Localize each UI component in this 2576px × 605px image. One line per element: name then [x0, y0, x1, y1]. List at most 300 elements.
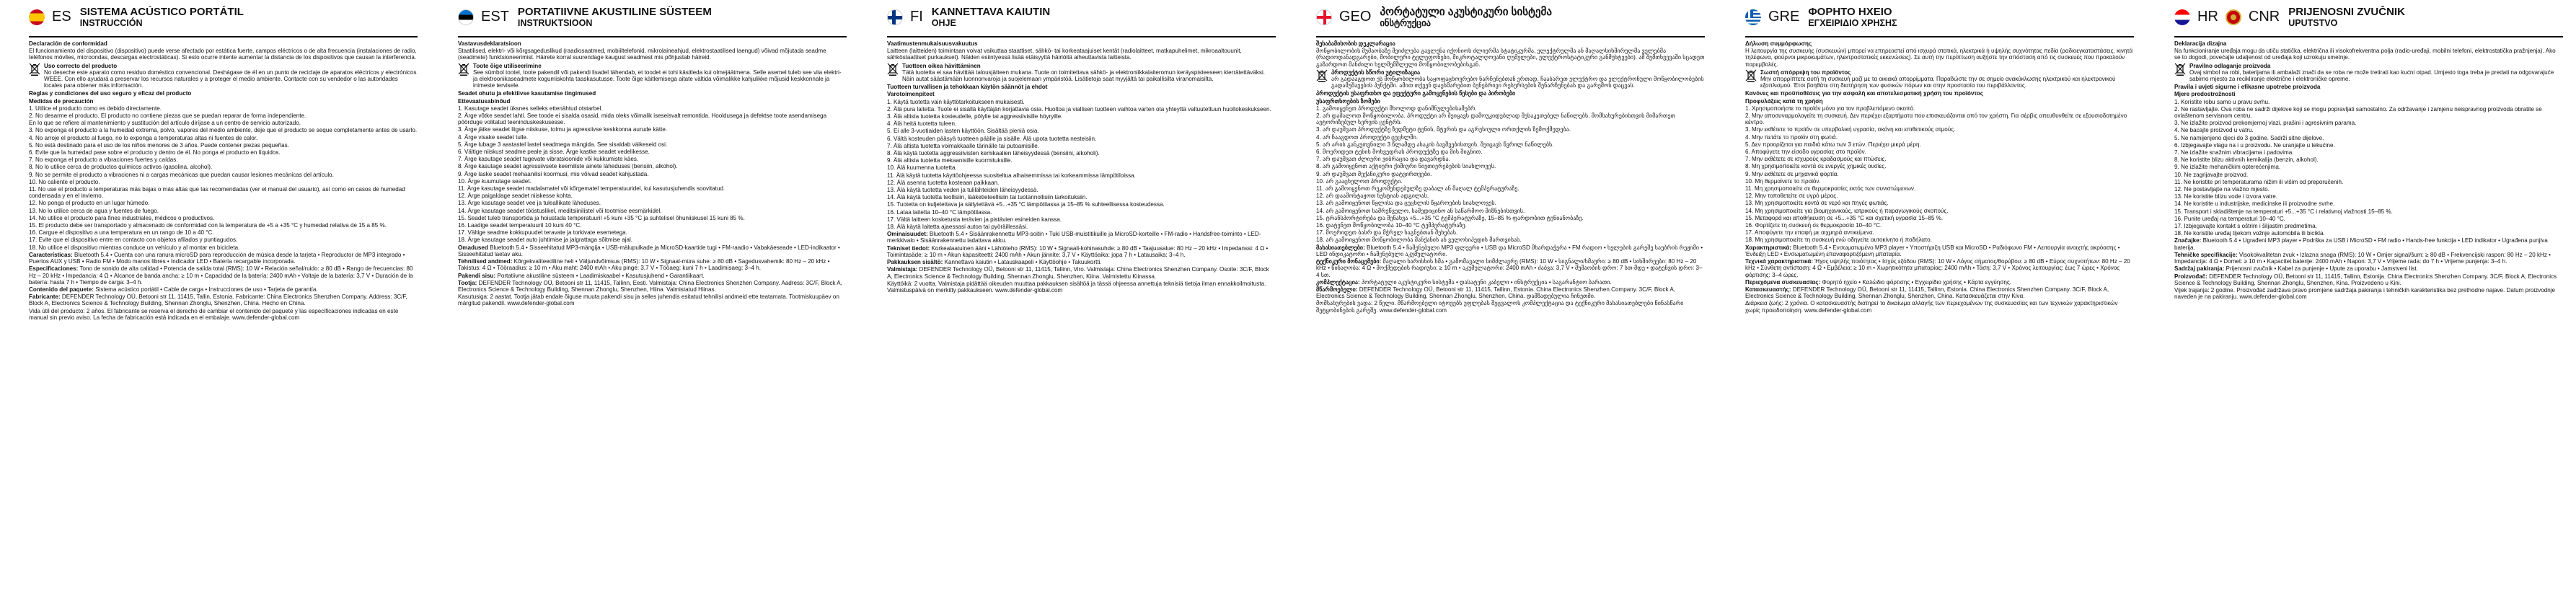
rule-item: 17. მოერიდეთ ბასრ და მჭრელ საგნებთან შეხებას. [1316, 229, 1458, 237]
manufacturer-label: Fabricante: [29, 293, 61, 301]
section-heading: Varotoimenpiteet [887, 91, 935, 98]
rule-item: 7. No exponga el producto a vibraciones fuertes y caídas. [29, 156, 178, 164]
section-heading: Προφυλάξεις κατά τη χρήση [1745, 97, 1823, 105]
rule-item: 15. Transport i skladištenje na temperaturi +5...+35 °C i relativnoj vlažnosti 15–85 %. [2174, 208, 2393, 215]
rule-item: 9. Ärge laske seadet mehaanilisi koormusi, mis võivad seadet kahjustada. [458, 170, 649, 177]
recycling-text-block [44, 63, 418, 89]
rule-item: 15. Μεταφορά και αποθήκευση σε +5...+35 °C και σχετική υγρασία 15–85 %. [1745, 214, 1944, 221]
rule-item: 3. Ne izlažite proizvod prekomjernoj vlazi, prašini i agresivnim parama. [2174, 120, 2357, 127]
rule-item: 9. Ne izlažite mehaničkim opterećenjima. [2174, 164, 2281, 171]
manufacturer-label: Proizvođač: [2174, 273, 2207, 280]
manufacturer-text: DEFENDER Technology OÜ, Betooni str 11, 11415, Tallin, Estonia. Fabricante: China Electronics Shenzhen Company. Address: 3C/F, Block A, Electronics Science & Technology Building, Shennan Zhonglu, Shenzhen, China. Hecho en China. [29, 293, 407, 307]
section-heading: პროდუქტის უსაფრთხო და ეფექტური გამოყენების წესები და პირობები [1316, 90, 1516, 97]
rule-item: 12. Μην τοποθετείτε σε υγρό μέρος. [1745, 193, 1838, 200]
package-paragraph [887, 259, 1276, 265]
rule-item: 1. Käytä tuotetta vain käyttötarkoitukseen mukaisesti. [887, 98, 1025, 105]
rule-item: 12. არ დაამონტაჟოთ ნესტიან ადგილას. [1316, 193, 1429, 200]
manufacturer-text: DEFENDER Technology OÜ, Betooni str 11, 11415, Tallinn, Estonija. China Electronics Shenzhen Company. 3C/F, Block A, Electronics Science & Technology Building, Shennan Zhonglu, Shenzhen, Kina. Proizvedeno u Kini. [2174, 273, 2557, 286]
language-column-gre [1716, 6, 2145, 605]
features-paragraph [887, 231, 1276, 244]
specs-text: Ήχος υψηλής ποιότητας • Ισχύς εξόδου (RMS): 10 W • Λόγος σήματος/θορύβου: ≥ 80 dB • Εύρος συχνοτήτων: 80 Hz – 20 kHz • Σύνθετη αντίσταση: 4 Ω • Εμβέλεια: ≥ 10 m • Χωρητικότητα μπαταρίας: 2400 mAh • Τάση: 3,7 V • Χρόνος λειτουργίας: έως 7 ώρες • Χρόνος φόρτισης: 3–4 ώρες. [1745, 258, 2130, 278]
rule-item: 12. Ärge paigaldage seadet niiskesse kohta. [458, 193, 573, 200]
section-heading: Seadet ohutu ja efektiivse kasutamise tingimused [458, 90, 596, 97]
rule-item: 2. Ärge võtke seadet lahti. See toode ei sisalda osasid, mida oleks võimalik iseseisvalt remontida. Hooldusega ja defektse toote asendamisega pöörduge volitatud teeninduskeskusesse. [458, 112, 827, 126]
manufacturer-paragraph [2174, 273, 2563, 286]
column-subtitle: OHJE [931, 18, 956, 28]
specs-text: Kõrgekvaliteediline heli • Väljundvõimsus (RMS): 10 W • Signaal-müra suhe: ≥ 80 dB • Sagedusvahemik: 80 Hz – 20 kHz • Takistus: 4 Ω • Tööraadius: ≥ 10 m • Aku maht: 2400 mAh • Aku pinge: 3,7 V • Tööaeg: kuni 7 h • Laadimisaeg: 3–4 h. [458, 258, 830, 272]
rule-item: 18. Älä käytä laitetta ajaessasi autoa tai pyöräillessäsi. [887, 224, 1028, 231]
flag-group [29, 9, 73, 25]
rule-item: 6. Izbjegavajte vlagu na i u proizvodu. Ne uranjajte u tekućine. [2174, 141, 2335, 149]
column-title-block [932, 6, 1050, 29]
flag-icon [2174, 9, 2190, 25]
section-heading: Vaatimustenmukaisuusvakuutus [887, 40, 978, 47]
specs-label: ტექნიკური მონაცემები: [1316, 258, 1382, 265]
flag-icon [887, 9, 903, 25]
rule-item: 3. Μην εκθέτετε το προϊόν σε υπερβολική υγρασία, σκόνη και επιθετικούς ατμούς. [1745, 126, 1956, 133]
rule-item: 14. No utilice el producto para fines industriales, médicos o productivos. [29, 214, 215, 221]
rule-item: 6. Evite que la humedad pase sobre el producto y dentro de él. No ponga el producto en líquidos. [29, 149, 281, 156]
rule-item: 13. Älä käytä tuotetta veden ja tulilähteiden läheisyydessä. [887, 187, 1038, 194]
rule-item: 7. Älä altista tuotetta voimakkaalle tärinälle tai putoamisille. [887, 142, 1039, 149]
package-text: პორტატული აკუსტიკური სისტემა • დასატენი კაბელი • ინსტრუქცია • საგარანტიო ბარათი. [1361, 278, 1612, 286]
rule-item: 13. Ne koristite blizu vode i izvora vatre. [2174, 193, 2278, 200]
rule-item: 16. Punite uređaj na temperaturi 10–40 °C. [2174, 215, 2285, 222]
section-heading: Κανόνες και προϋποθέσεις για την ασφαλή και αποτελεσματική χρήση του προϊόντος [1745, 90, 1983, 97]
recycling-heading: პროდუქტის სწორი უტილიზაცია [1331, 69, 1421, 76]
section-heading: Declaración de conformidad [29, 40, 107, 47]
rule-item: 8. Ne koristite blizu aktivnih kemikalija (benzin, alkohol). [2174, 156, 2319, 164]
conformity-text: Staatilised, elektri- või kõrgsageduslikud (raadiosaatmed, mobiiltelefonid, mikrolaineahjud, elektrostaatilised laengud) võivad mõjutada seadme (seadmete) funktsioneerimist. Häirete korral suurendage kaugust seadmest mis põhjustab häireid. [458, 48, 826, 61]
rule-item: 8. არ გამოიყენოთ აქტიური ქიმიური ნივთიერებების სიახლოვეს. [1316, 163, 1496, 170]
column-title-block [1380, 6, 1552, 29]
column-subtitle: INSTRUCCIÓN [79, 18, 143, 28]
rule-item: 14. Μη χρησιμοποιείτε για βιομηχανικούς, ιατρικούς ή παραγωγικούς σκοπούς. [1745, 207, 1949, 214]
rule-item: 18. Μη χρησιμοποιείτε τη συσκευή ενώ οδηγείτε αυτοκίνητο ή ποδήλατο. [1745, 237, 1932, 244]
recycling-notice [29, 63, 418, 89]
service-life-text: მომსახურების ვადა: 2 წელი. მწარმოებელი იტოვებს უფლებას შეცვალოს კომპლექტაცია და ტექნიკური მახასიათებლები წინასწარი შეტყობინების გარეშე. www.defender-global.com [1316, 300, 1684, 314]
package-label: Pakendi sisu: [458, 272, 496, 279]
rule-item: 6. Αποφύγετε την είσοδο υγρασίας στο προϊόν. [1745, 149, 1866, 156]
rule-item: 3. არ დაუშვათ პროდუქტზე ზედმეტი ტენის, მტვრის და აგრესიული ორთქლის ზემოქმედება. [1316, 126, 1571, 133]
section-heading: უსაფრთხოების ზომები [1316, 97, 1380, 105]
flag-icon [458, 9, 474, 25]
specs-text: Tono de sonido de alta calidad • Potencia de salida total (RMS): 10 W • Relación señal/ruido: ≥ 80 dB • Rango de frecuencias: 80 Hz – 20 kHz • Impedancia: 4 Ω • Alcance de banda ancha: ≥ 10 m • Capacidad de la batería: 2400 mAh • Voltaje de la batería: 3,7 V • Duración de la batería: hasta 7 h • Tiempo de carga: 3–4 h. [29, 265, 413, 286]
recycling-heading: Toote õige utiliseerimine [473, 62, 542, 69]
specs-paragraph [458, 258, 847, 271]
rule-item: 4. Μην πετάτε το προϊόν στη φωτιά. [1745, 133, 1838, 141]
section-heading: Tuotteen turvallisen ja tehokkaan käytön säännöt ja ehdot [887, 84, 1048, 91]
rule-item: 7. Ärge kasutage seadet tugevate vibratsioonide või kukkumiste käes. [458, 156, 639, 163]
specs-paragraph [887, 245, 1276, 258]
recycling-text: არ გადააგდოთ ეს მოწყობილობა საყოფაცხოვრებო ნარჩენებთან ერთად. ჩააბარეთ ელექტრო და ელექტრონული მოწყობილობების გადამუშავების პუნქტში. ამით თქვენ დაეხმარებით ბუნებრივი რესურსების შენარჩუნებას და გარემოს დაცვას. [1331, 76, 1704, 89]
column-title: პორტატული აკუსტიკური სისტემა [1380, 6, 1552, 18]
column-body [458, 40, 847, 307]
recycling-text: See sümbol tootel, toote pakendil või pakendi lisadel tähendab, et toodet ei tohi käsitleda kui olmejäätmena. Selle asemel tuleb see viia elektri- ja elektroonikaseadmete kogumiskohta taaskasutusse. Toote õige käitlemisega aitate vältida võimalikke kahjulikke mõjusid keskkonnale ja inimeste tervisele. [473, 69, 842, 89]
specs-label: Τεχνικά χαρακτηριστικά: [1745, 258, 1814, 265]
rules-list [458, 105, 847, 244]
recycling-text: Tätä tuotetta ei saa hävittää talousjätteen mukana. Tuote on toimitettava sähkö- ja elektroniikkalaiteromun keräyspisteeseen kierrätettäväksi. Näin autat säästämään luonnonvaroja ja suojelemaan ympäristöä. Lisätietoja saat myyjältä tai paikallisilta viranomaisilta. [902, 69, 1265, 83]
rule-item: 11. Ne koristite pri temperaturama nižim ili višim od preporučenih. [2174, 178, 2344, 185]
rule-item: 1. Χρησιμοποιήστε το προϊόν μόνο για τον προβλεπόμενο σκοπό. [1745, 105, 1915, 112]
rule-item: 4. Älä heitä tuotetta tuleen. [887, 120, 957, 128]
rule-item: 10. Ne zagrijavajte proizvod. [2174, 171, 2249, 178]
recycling-heading: Tuotteen oikea hävittäminen [902, 62, 981, 69]
recycling-notice [1316, 69, 1705, 89]
crossed-bin-icon [458, 63, 469, 76]
flag-group [2174, 9, 2281, 25]
rule-item: 17. Αποφύγετε την επαφή με αιχμηρά αντικείμενα. [1745, 229, 1874, 237]
rule-item: 16. დატენეთ მოწყობილობა 10–40 °C ტემპერატურაზე. [1316, 222, 1467, 229]
rule-item: 17. Evite que el dispositivo entre en contacto con objetos afilados y puntiagudos. [29, 237, 238, 244]
manufacturer-text: DEFENDER Technology OÜ, Betooni str 11, 11415, Tallinn, Estonia. China Electronics Shenzhen Company. 3C/F, Block A, Electronics Science & Technology Building, Shennan Zhonglu, Shenzhen, China. დამზადებულია ჩინეთში. [1316, 286, 1676, 300]
manufacturer-text: DEFENDER Technology OÜ, Betooni str 11, 11415, Tallinn, Eesti. Valmistaja: China Electronics Shenzhen Company. Aadress: 3C/F, Block A, Electronics Science & Technology Building, Shennan Zhonglu, Shenzhen, Hiina. Valmistatud Hiinas. [458, 279, 842, 293]
column-header [458, 6, 847, 35]
package-paragraph [2174, 265, 2563, 272]
features-paragraph [1745, 244, 2134, 257]
rule-item: 13. No lo utilice cerca de agua y fuentes de fuego. [29, 207, 159, 214]
rule-item: 8. Älä käytä tuotetta aggressiivisten kemikaalien läheisyydessä (bensiini, alkoholi). [887, 150, 1100, 157]
rule-item: 16. Cargue el dispositivo a una temperatura en un rango de 10 a 40 °C. [29, 229, 214, 237]
package-label: Pakkauksen sisältö: [887, 259, 943, 266]
recycling-heading: Pravilno odlaganje proizvoda [2189, 62, 2271, 69]
rule-item: 7. Μην εκθέτετε σε ισχυρούς κραδασμούς και πτώσεις. [1745, 156, 1887, 163]
column-body [887, 40, 1276, 293]
conformity-text: Η λειτουργία της συσκευής (συσκευών) μπορεί να επηρεαστεί από ισχυρά στατικά, ηλεκτρικά ή υψηλής συχνότητας πεδία (ραδιοεγκαταστάσεις, κινητά τηλέφωνα, φούρνοι μικροκυμάτων, ηλεκτροστατικές εκκενώσεις). Σε αυτή την περίπτωση αυξήστε την απόσταση από τις συσκευές που προκαλούν παρεμβολές. [1745, 48, 2133, 68]
rule-item: 16. Laadige seadet temperatuuril 10 kuni 40 °C. [458, 222, 582, 229]
rule-item: 6. მოერიდეთ ტენის მოხვედრას პროდუქტზე და მის შიგნით. [1316, 149, 1483, 156]
column-title-block [80, 6, 244, 29]
rule-item: 15. El producto debe ser transportado y almacenado de conformidad con la temperatura de +5 a +35 °C y humedad relativa de 15 a 85 %. [29, 222, 387, 229]
package-label: Περιεχόμενα συσκευασίας: [1745, 278, 1821, 286]
rule-item: 12. Ne postavljajte na vlažno mjesto. [2174, 186, 2270, 193]
manufacturer-paragraph [1745, 286, 2134, 299]
package-label: კომპლექტაცია: [1316, 278, 1360, 286]
recycling-text-block [902, 63, 1276, 83]
features-text: Bluetooth 5.4 • Cuenta con una ranura microSD para reproducción de música desde la tarjeta • Reproductor de MP3 integrado • Puertos AUX y USB • Radio FM • Modo manos libres • Indicador LED • Batería recargable incorporada. [29, 251, 405, 265]
rule-item: 11. Μη χρησιμοποιείτε σε θερμοκρασίες εκτός των συνιστώμενων. [1745, 185, 1916, 193]
specs-text: Korkealaatuinen ääni • Lähtöteho (RMS): 10 W • Signaali-kohinasuhde: ≥ 80 dB • Taajuusalue: 80 Hz – 20 kHz • Impedanssi: 4 Ω • Toimintasäde: ≥ 10 m • Akun kapasiteetti: 2400 mAh • Akun jännite: 3,7 V • Käyttöaika: jopa 7 h • Latausaika: 3–4 h. [887, 244, 1269, 258]
rule-item: 9. არ დაუშვათ მექანიკური დატვირთვები. [1316, 170, 1432, 177]
column-header [2174, 6, 2563, 35]
section-heading: Medidas de precaución [29, 97, 94, 105]
rule-item: 2. Μην αποσυναρμολογείτε τη συσκευή. Δεν περιέχει εξαρτήματα που επισκευάζονται από τον χρήστη. Για σέρβις απευθυνθείτε σε εξουσιοδοτημένο κέντρο. [1745, 112, 2127, 126]
flag-icon [29, 9, 45, 25]
manufacturer-label: Valmistaja: [887, 266, 918, 273]
conformity-text: El funcionamiento del dispositivo (dispositivo) puede verse afectado por estática fuerte, campos eléctricos o de alta frecuencia (instalaciones de radio, teléfonos móviles, microondas, descargas electrostáticas). Si esto ocurre intente aumentar la distancia de los dispositivos que causan la interferencia. [29, 48, 417, 61]
manufacturer-paragraph [458, 280, 847, 293]
column-title-block [1808, 6, 1897, 29]
conformity-text: მოწყობილობის მუშაობაზე შეიძლება გავლენა იქონიოს ძლიერმა სტატიკურმა, ელექტრულმა ან მაღალსიხშირულმა ველებმა (რადიოდანადგარები, მობილური ტელეფონები, მიკროტალღოვანი ღუმელები, ელექტროსტატიკური განმუხტვები). ამ შემთხვევაში სცადეთ გაზარდოთ მანძილი ხელშემშლელი მოწყობილობებისგან. [1316, 48, 1705, 68]
column-body [29, 40, 418, 321]
specs-paragraph [1745, 258, 2134, 278]
column-title: PRIJENOSNI ZVUČNIK [2288, 6, 2405, 18]
manufacturer-label: მწარმოებელი: [1316, 286, 1358, 293]
package-text: Prijenosni zvučnik • Kabel za punjenje • Upute za uporabu • Jamstveni list. [2226, 265, 2418, 273]
section-heading: Ettevaatusabinõud [458, 97, 511, 105]
specs-text: მაღალი ხარისხის ხმა • გამომავალი სიმძლავრე (RMS): 10 W • სიგნალი/ხმაური: ≥ 80 dB • სიხშირეები: 80 Hz – 20 kHz • წინაღობა: 4 Ω • მოქმედების რადიუსი: ≥ 10 m • აკუმულატორი: 2400 mAh • ძაბვა: 3,7 V • მუშაობის დრო: 7 სთ-მდე • დატენვის დრო: 3–4 სთ. [1316, 258, 1703, 278]
recycling-notice [458, 63, 847, 89]
rule-item: 18. არ გამოიყენოთ მოწყობილობა მანქანის ან ველოსიპედის მართვისას. [1316, 237, 1522, 244]
service-life-text: Käyttöikä: 2 vuotta. Valmistaja pidättää oikeuden muuttaa pakkauksen sisältöä ja tässä ohjeessa annettuja teknisiä tietoja ilman ennakkoilmoitusta. Valmistuspäivä on merkitty pakkaukseen. www.defender-global.com [887, 280, 1266, 293]
rule-item: 2. Älä pura laitetta. Tuote ei sisällä käyttäjän korjattavia osia. Huoltoa ja viallisen tuotteen vaihtoa varten ota yhteyttä valtuutettuun huoltokeskukseen. [887, 105, 1271, 112]
rule-item: 10. არ გააცხელოთ პროდუქტი. [1316, 177, 1403, 185]
rule-item: 1. Koristite robu samo u pravu svrhu. [2174, 98, 2270, 105]
rule-item: 10. No caliente el producto. [29, 178, 100, 185]
specs-paragraph [29, 265, 418, 286]
rule-item: 13. Μη χρησιμοποιείτε κοντά σε νερό και πηγές φωτιάς. [1745, 200, 1889, 207]
rules-list [29, 105, 418, 251]
rule-item: 6. Vältige niiskust seadme peale ja sisse. Ärge kastke seadet vedelikesse. [458, 149, 650, 156]
rule-item: 6. Vältä kosteuden pääsyä tuotteen päälle ja sisälle. Älä upota tuotetta nesteisiin. [887, 135, 1097, 142]
rule-item: 17. Vältige seadme kokkupuudet teravate ja torkivate esemetega. [458, 229, 627, 237]
language-code: ES [52, 9, 71, 25]
rule-item: 1. გამოიყენეთ პროდუქტი მხოლოდ დანიშნულებისამებრ. [1316, 105, 1477, 112]
service-life-text: Vijek trajanja: 2 godine. Proizvođač zadržava pravo promjene sadržaja pakiranja i tehničkih karakteristika bez prethodne najave. Datum proizvodnje naveden je na pakiranju. www.defender-global.com [2174, 286, 2556, 301]
conformity-text: Na funkcioniranje uređaja mogu da utiču statička, električna ili visokofrekventna polja (radio-uređaji, mobilni telefoni, elektrostatička pražnjenja). Ako se to dogodi, povećajte udaljenost od uređaja koji uzrokuju smetnje. [2174, 48, 2556, 61]
column-body [2174, 40, 2563, 300]
features-paragraph [2174, 237, 2563, 250]
rules-list [1316, 105, 1705, 244]
language-code: HR [2197, 9, 2218, 25]
manufacturer-paragraph [1316, 286, 1705, 299]
package-paragraph [458, 273, 847, 279]
rule-item: 10. Μη θερμαίνετε το προϊόν. [1745, 177, 1821, 185]
recycling-text: No deseche este aparato como residuo doméstico convencional. Deshágase de él en un punto de reciclaje de aparatos eléctricos y electrónicos WEEE. Con ello ayudará a preservar los recursos naturales y a proteger el medio ambiente. Contacte con su vendedor o las autoridades locales para obtener más información. [44, 69, 417, 89]
rule-item: 3. Älä altista tuotetta kosteudelle, pölylle tai aggressiivisille höyryille. [887, 113, 1063, 120]
section-heading: Pravila i uvjeti sigurne i efikasne upotrebe proizvoda [2174, 84, 2321, 91]
language-column-hr [2145, 6, 2575, 605]
rule-item: 2. არ დაშალოთ მოწყობილობა. პროდუქტი არ შეიცავს დამოუკიდებლად შესაკეთებელ ნაწილებს. მომსახურებისთვის მიმართეთ ავტორიზებულ სერვის ცენტრს. [1316, 112, 1676, 126]
package-label: Sadržaj pakiranja: [2174, 265, 2225, 273]
rule-item: 18. No utilice el dispositivo mientras conduce un vehículo y al montar en bicicleta. [29, 244, 240, 251]
rule-item: 17. Izbjegavajte kontakt s oštrim i šiljastim predmetima. [2174, 223, 2317, 230]
crossed-bin-icon [1316, 69, 1328, 82]
language-code: FI [910, 9, 923, 25]
column-subtitle: ΕΓΧΕΙΡΙΔΙΟ ΧΡΗΣΗΣ [1808, 18, 1897, 28]
rule-item: 8. Ärge kasutage seadet agressiivsete keemiliste ainete läheduses (bensiin, alkohol). [458, 163, 678, 170]
specs-label: Tehnilised andmed: [458, 258, 513, 265]
rule-item: 4. Ne bacajte proizvod u vatru. [2174, 127, 2254, 134]
language-code: EST [481, 9, 509, 25]
language-code: CNR [2248, 9, 2280, 25]
package-text: Φορητό ηχείο • Καλώδιο φόρτισης • Εγχειρίδιο χρήσης • Κάρτα εγγύησης. [1822, 278, 2011, 286]
package-text: Portatiivne akustiline süsteem • Laadimiskaabel • Kasutusjuhend • Garantiikaart. [497, 272, 705, 279]
crossed-bin-icon [29, 63, 40, 76]
rule-item: 18. Ne koristite uređaj tijekom vožnje automobila ili bicikla. [2174, 230, 2325, 237]
recycling-notice [1745, 69, 2134, 89]
crossed-bin-icon [2174, 63, 2186, 76]
flag-group [1316, 9, 1372, 25]
column-title: ΦΟΡΗΤΟ ΗΧΕΙΟ [1808, 6, 1892, 18]
rule-item: 17. Vältä laitteen kosketusta terävien ja pistävien esineiden kanssa. [887, 216, 1062, 223]
manufacturer-text: DEFENDER Technology OÜ, Betooni str 11, 11415, Tallinn, Estonia. China Electronics Shenzhen Company. 3C/F, Block A, Electronics Science & Technology Building, Shennan Zhonglu, Shenzhen, China. Κατασκευάζεται στην Κίνα. [1745, 286, 2109, 300]
rule-item: 14. Älä käytä tuotetta teollisiin, lääketieteellisiin tai tuotannollisiin tarkoituksiin. [887, 194, 1088, 201]
recycling-heading: Σωστή απόρριψη του προϊόντος [1760, 69, 1851, 76]
recycling-text-block [1331, 69, 1705, 89]
rule-item: 3. No exponga el producto a la humedad extrema, polvo, vapores del medio ambiente, deje que el producto se seque completamente antes de usarlo. [29, 127, 418, 134]
column-body [1316, 40, 1705, 314]
package-paragraph [29, 286, 418, 293]
specs-label: Tehničke specifikacije: [2174, 251, 2238, 258]
rule-item: 2. Ne rastavljajte. Ova roba ne sadrži dijelove koji se mogu popravljati samostalno. Za održavanje i zamjenu neispravnog proizvoda obratite se ovlaštenom servisnom centru. [2174, 105, 2542, 120]
features-label: Χαρακτηριστικά: [1745, 244, 1791, 251]
manufacturer-text: DEFENDER Technology OÜ, Betooni str 11, 11415, Tallinn, Viro. Valmistaja: China Electronics Shenzhen Company. Osoite: 3C/F, Block A, Electronics Science & Technology Building, Shennan Zhonglu, Shenzhen, Kiina. Valmistettu Kiinassa. [887, 266, 1269, 280]
recycling-text-block [2189, 63, 2563, 83]
language-column-es [0, 6, 429, 605]
specs-paragraph [2174, 252, 2563, 265]
manufacturer-paragraph [887, 266, 1276, 279]
features-label: Características: [29, 251, 73, 258]
manufacturer-label: Tootja: [458, 279, 477, 286]
manufacturer-label: Κατασκευαστής: [1745, 286, 1791, 293]
flag-group [458, 9, 511, 25]
rule-item: 5. Δεν προορίζεται για παιδιά κάτω των 3 ετών. Περιέχει μικρά μέρη. [1745, 141, 1921, 148]
specs-text: Visokokvalitetan zvuk • Izlazna snaga (RMS): 10 W • Omjer signal/šum: ≥ 80 dB • Frekvencijski raspon: 80 Hz – 20 kHz • Impedancija: 4 Ω • Domet: ≥ 10 m • Kapacitet baterije: 2400 mAh • Napon: 3,7 V • Vrijeme rada: do 7 h • Vrijeme punjenja: 3–4 h. [2174, 251, 2551, 265]
specs-label: Tekniset tiedot: [887, 244, 930, 252]
rule-item: 11. არ გამოიყენოთ რეკომენდებულზე დაბალ ან მაღალ ტემპერატურაზე. [1316, 185, 1519, 193]
column-subtitle: UPUTSTVO [2288, 18, 2338, 28]
rule-item: 8. No lo utilice cerca de productos químicos activos (gasolina, alcohol). [29, 164, 213, 171]
features-paragraph [1316, 244, 1705, 257]
rule-item: 13. Ärge kasutage seadet vee ja tuleallikate läheduses. [458, 200, 601, 207]
recycling-text-block [473, 63, 847, 89]
rule-item: 1. Kasutage seadet üksnes selleks ettenähtud otstarbel. [458, 105, 603, 112]
column-header [887, 6, 1276, 35]
recycling-notice [887, 63, 1276, 83]
column-subtitle: ინსტრუქცია [1380, 18, 1432, 28]
header-divider [2174, 36, 2563, 37]
rule-item: 7. Ne izlažite snažnim vibracijama i padovima. [2174, 149, 2294, 156]
rule-item: 4. No arroje el producto al fuego, no lo exponga a temperaturas altas ni fuentes de calor. [29, 134, 258, 141]
section-heading: Deklaracija dizajna [2174, 40, 2227, 47]
rule-item: 11. Ärge kasutage seadet madalamatel või kõrgematel temperatuuridel, kui kasutusjuhendis soovitatud. [458, 185, 725, 193]
package-paragraph [1316, 279, 1705, 286]
features-label: Omadused [458, 244, 488, 251]
rules-list [1745, 105, 2134, 244]
section-heading: Δήλωση συμμόρφωσης [1745, 40, 1812, 47]
flag-icon [1316, 9, 1332, 25]
rule-item: 9. No se permite el producto a vibraciones ni a cargas mecánicas que puedan causar lesiones mecánicas del artículo. [29, 171, 334, 178]
language-column-geo [1287, 6, 1716, 605]
rule-item: 12. No ponga el producto en un lugar húmedo. [29, 200, 150, 207]
features-paragraph [29, 252, 418, 265]
service-life-text: Kasutusiga: 2 aastat. Tootja jätab endale õiguse muuta pakendi sisu ja selles juhendis esitatud tehnilisi andmeid ette teatamata. Tootmiskuupäev on märgitud pakendil. www.defender-global.com [458, 293, 839, 307]
rule-item: 5. Ärge lubage 3 aastastel lastel seadmega mängida. See sisaldab väikeseid osi. [458, 141, 668, 148]
rule-item: 10. Älä kuumenna tuotetta. [887, 164, 957, 172]
rule-item: 9. Älä altista tuotetta mekaanisille kuormituksille. [887, 157, 1013, 164]
section-heading: Mjere predostrožnosti [2174, 91, 2236, 98]
column-subtitle: INSTRUKTSIOON [517, 18, 593, 28]
rule-item: En lo que se refiere al mantenimiento y sustitución del artículo diríjase a un centro de servicio autorizado. [29, 120, 301, 127]
rule-item: 5. არ არის განკუთვნილი 3 წლამდე ასაკის ბავშვებისთვის. შეიცავს წვრილ ნაწილებს. [1316, 141, 1554, 148]
rule-item: 2. No desarme el producto. El producto no contiene piezas que se puedan reparar de forma independiente. [29, 112, 306, 120]
rule-item: 8. Μη χρησιμοποιείτε κοντά σε ενεργές χημικές ουσίες. [1745, 163, 1887, 170]
rule-item: 10. Ärge kuumutage seadet. [458, 177, 531, 185]
features-text: Bluetooth 5.4 • Sisseehitatud MP3-mängija • USB-mälupulkade ja MicroSD-kaartide tugi • FM-raadio • Vabakäeseade • LED-indikaator • Sisseehitatud laetav aku. [458, 244, 840, 257]
rules-list [2174, 99, 2563, 237]
rule-item: 18. Ärge kasutage seadet auto juhtimise ja jalgrattaga sõitmise ajal. [458, 237, 633, 244]
crossed-bin-icon [887, 63, 899, 76]
flag-icon [1745, 9, 1761, 25]
rule-item: 11. No use el producto a temperaturas más bajas o más altas que las recomendadas (ver el manual del usuario), así como en casos de humedad condensada y en el invierno. [29, 186, 405, 200]
language-code: GEO [1339, 9, 1372, 25]
header-divider [1316, 36, 1705, 37]
crossed-bin-icon [1745, 69, 1757, 82]
language-column-est [429, 6, 858, 605]
rule-item: 14. Ärge kasutage seadet tööstuslikel, meditsiinilistel või tootmise eesmärkidel. [458, 207, 662, 214]
features-paragraph [458, 244, 847, 257]
section-heading: Reglas y condiciones del uso seguro y eficaz del producto [29, 90, 192, 97]
section-heading: შესაბამისობის დეკლარაცია [1316, 40, 1395, 47]
header-divider [1745, 36, 2134, 37]
features-text: Bluetooth 5.4 • Ugrađeni MP3 player • Podrška za USB i MicroSD • FM radio • Hands-free funkcija • LED indikator • Ugrađena punjiva baterija. [2174, 237, 2548, 251]
package-text: Kannettava kaiutin • Latauskaapeli • Käyttöohje • Takuukortti. [944, 259, 1102, 266]
package-label: Contenido del paquete: [29, 286, 94, 293]
rule-item: 11. Älä käytä tuotetta käyttöohjeessa suositeltua alhaisemmissa tai korkeammissa lämpötiloissa. [887, 172, 1136, 179]
specs-paragraph [1316, 258, 1705, 278]
package-text: Sistema acústico portátil • Cable de carga • Instrucciones de uso • Tarjeta de garantía. [95, 286, 318, 293]
column-header [29, 6, 418, 35]
features-label: მახასიათებლები: [1316, 244, 1365, 251]
service-life-text: Vida útil del producto: 2 años. El fabricante se reserva el derecho de cambiar el contenido del paquete y las especificaciones indicadas en este manual sin previo aviso. La fecha de fabricación está indicada en el embalaje. www.defender-global.com [29, 307, 399, 321]
rule-item: 9. Μην εκθέτετε σε μηχανικά φορτία. [1745, 170, 1839, 177]
rule-item: 5. Ne namijenjeno djeci do 3 godine. Sadrži sitne dijelove. [2174, 134, 2324, 141]
features-text: Bluetooth 5.4 • ჩაშენებული MP3 ფლეერი • USB და MicroSD მხარდაჭერა • FM რადიო • ხელების გარეშე საუბრის რეჟიმი • LED ინდიკატორი • ჩაშენებული აკუმულატორი. [1316, 244, 1703, 257]
header-divider [887, 36, 1276, 37]
manufacturer-paragraph [29, 293, 418, 306]
rule-item: 15. Tuotetta on kuljetettava ja säilytettävä +5...+35 °C lämpötilassa ja 15–85 % suhteellisessa kosteudessa. [887, 201, 1165, 208]
rule-item: 12. Älä asenna tuotetta kosteaan paikkaan. [887, 179, 1000, 186]
recycling-text-block [1760, 69, 2134, 89]
package-paragraph [1745, 279, 2134, 286]
flag-group [887, 9, 925, 25]
rules-list [887, 99, 1276, 231]
header-divider [458, 36, 847, 37]
rule-item: 16. Lataa laitetta 10–40 °C lämpötilassa. [887, 208, 992, 216]
rule-item: 4. Ärge visake seadet tulle. [458, 133, 529, 141]
rule-item: 16. Φορτίζετε τη συσκευή σε θερμοκρασία 10–40 °C. [1745, 222, 1882, 229]
rule-item: 5. Ei alle 3-vuotiaiden lasten käyttöön. Sisältää pieniä osia. [887, 128, 1039, 135]
features-label: Ominaisuudet: [887, 231, 928, 238]
features-label: Značajke: [2174, 237, 2202, 244]
rule-item: 14. არ გამოიყენოთ სამრეწველო, სამედიცინო ან საწარმოო მიზნებისთვის. [1316, 207, 1525, 214]
flag-icon [2226, 9, 2241, 25]
language-code: GRE [1768, 9, 1800, 25]
rule-item: 14. Ne koristite u industrijske, medicinske ili proizvodne svrhe. [2174, 200, 2335, 208]
column-title: KANNETTAVA KAIUTIN [931, 6, 1051, 18]
language-column-fi [858, 6, 1287, 605]
specs-label: Especificaciones: [29, 265, 79, 273]
header-divider [29, 36, 418, 37]
column-body [1745, 40, 2134, 314]
recycling-text: Ovaj simbol na robi, baterijama ili ambalaži znači da se roba ne može tretirati kao kućni otpad. Umjesto toga treba je predati na odgovarajuće sabirno mjesto za recikliranje električne i elektroničke opreme. [2189, 69, 2554, 83]
rule-item: 15. Seadet tuleb transportida ja hoiustada temperatuuril +5 kuni +35 °C ja suhtelisel õhuniiskusel 15 kuni 85 %. [458, 214, 745, 221]
column-header [1316, 6, 1705, 35]
rule-item: 13. არ გამოიყენოთ წყლისა და ცეცხლის წყაროების სიახლოვეს. [1316, 200, 1496, 207]
column-title-block [518, 6, 712, 29]
rule-item: 4. არ ჩააგდოთ პროდუქტი ცეცხლში. [1316, 133, 1419, 141]
recycling-heading: Uso correcto del producto [44, 62, 118, 69]
column-title-block [2288, 6, 2405, 29]
rule-item: 1. Utilice el producto como es debido directamente. [29, 105, 162, 112]
service-life-text: Διάρκεια ζωής: 2 χρόνια. Ο κατασκευαστής διατηρεί το δικαίωμα αλλαγής των περιεχομένων της συσκευασίας και των τεχνικών χαρακτηριστικών χωρίς προειδοποίηση. www.defender-global.com [1745, 300, 2118, 314]
recycling-text: Μην απορρίπτετε αυτή τη συσκευή μαζί με τα οικιακά απορρίμματα. Παραδώστε την σε σημείο ανακύκλωσης ηλεκτρικού και ηλεκτρονικού εξοπλισμού. Έτσι βοηθάτε στη διατήρηση των φυσικών πόρων και στην προστασία του περιβάλλοντος. [1760, 76, 2116, 89]
flag-group [1745, 9, 1801, 25]
features-text: Bluetooth 5.4 • Sisäänrakennettu MP3-soitin • Tuki USB-muistitikuille ja MicroSD-korteille • FM-radio • Handsfree-toiminto • LED-merkkivalo • Sisäänrakennettu ladattava akku. [887, 231, 1261, 244]
conformity-text: Laitteen (laitteiden) toimintaan voivat vaikuttaa staattiset, sähkö- tai korkeataajuiset kentät (radiolaitteet, matkapuhelimet, mikroaaltouunit, sähköstaattiset purkaukset). Näiden esiintyessä lisää etäisyyttä häiriöitä aiheuttavista laitteista. [887, 48, 1242, 61]
rule-item: 15. ტრანსპორტირება და შენახვა +5...+35 °C ტემპერატურაზე, 15–85 % ფარდობით ტენიანობაზე. [1316, 214, 1584, 221]
